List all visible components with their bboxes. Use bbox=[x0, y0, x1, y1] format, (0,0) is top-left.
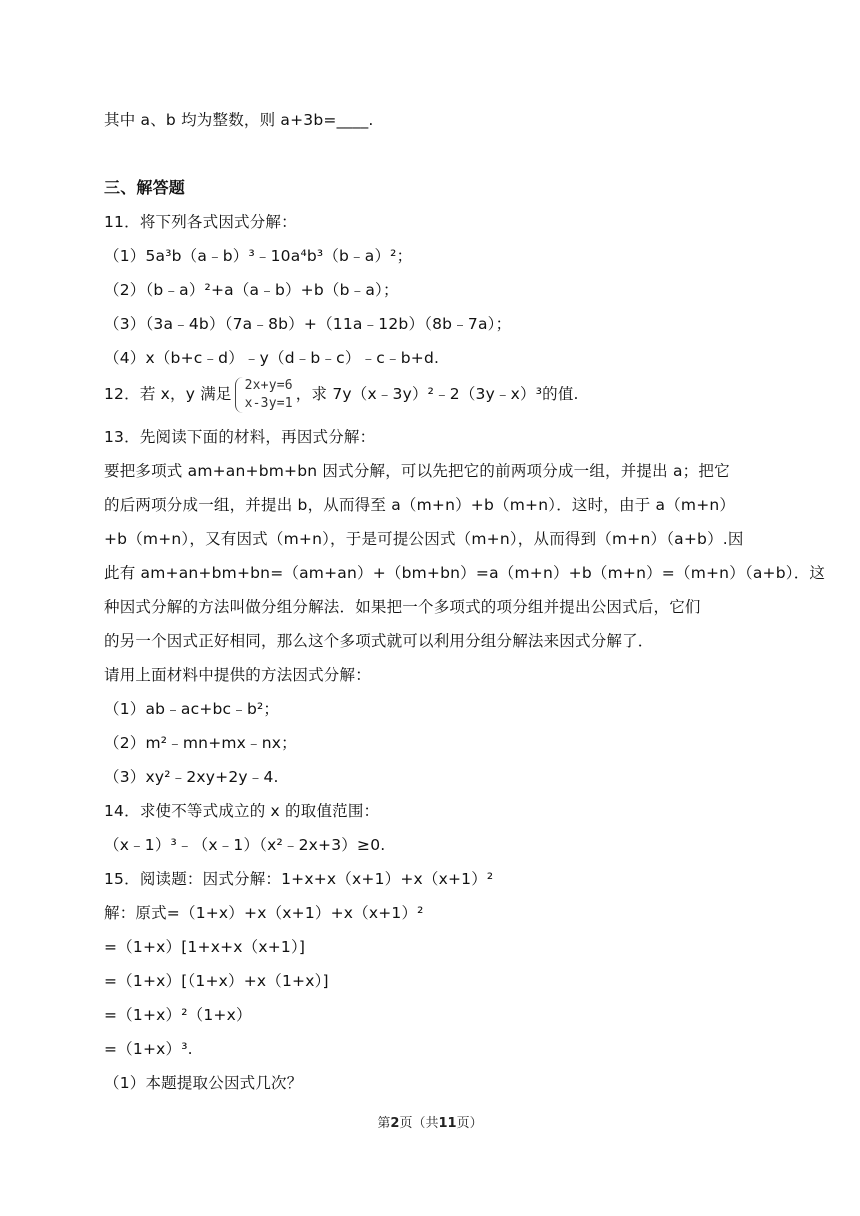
q11-part-1: （1）5a³b（a﹣b）³﹣10a⁴b³（b﹣a）²； bbox=[104, 247, 413, 265]
q15-solution-line: =（1+x）²（1+x） bbox=[104, 1006, 252, 1024]
page-total: 11 bbox=[438, 1116, 457, 1131]
question-15: 15．阅读题：因式分解：1+x+x（x+1）+x（x+1）² bbox=[104, 870, 494, 888]
q14-inequality: （x﹣1）³﹣（x﹣1）（x²﹣2x+3）≥0. bbox=[104, 836, 386, 854]
question-11: 11．将下列各式因式分解： bbox=[104, 213, 297, 231]
q15-part-1: （1）本题提取公因式几次？ bbox=[104, 1074, 303, 1092]
footer-suffix: 页） bbox=[456, 1116, 483, 1131]
q11-part-4: （4）x（b+c﹣d）﹣y（d﹣b﹣c）﹣c﹣b+d. bbox=[104, 349, 440, 367]
q13-material-line: 的另一个因式正好相同，那么这个多项式就可以利用分组分解法来因式分解了． bbox=[104, 632, 654, 650]
q13-material-line: +b（m+n），又有因式（m+n），于是可提公因式（m+n），从而得到（m+n）（a+b）.因 bbox=[104, 530, 744, 548]
q11-part-2: （2）（b﹣a）²+a（a﹣b）+b（b﹣a）； bbox=[104, 281, 399, 299]
q15-solution-line: =（1+x）³. bbox=[104, 1040, 193, 1058]
fill-blank-question-end: 其中 a、b 均为整数，则 a+3b=____. bbox=[104, 111, 374, 129]
q13-part-2: （2）m²﹣mn+mx﹣nx； bbox=[104, 734, 297, 752]
q13-material-line: 此有 am+an+bm+bn=（am+an）+（bm+bn）=a（m+n）+b（m+n）=（m+n）（a+b）．这 bbox=[104, 564, 826, 582]
q12-suffix: ，求 7y（x﹣3y）²﹣2（3y﹣x）³的值. bbox=[295, 385, 579, 403]
q11-part-3: （3）（3a﹣4b）（7a﹣8b）+（11a﹣12b）（8b﹣7a）； bbox=[104, 315, 512, 333]
q13-part-3: （3）xy²﹣2xy+2y﹣4. bbox=[104, 768, 279, 786]
q15-solution-line: 解：原式=（1+x）+x（x+1）+x（x+1）² bbox=[104, 904, 424, 922]
footer-prefix: 第 bbox=[377, 1116, 391, 1131]
q13-material-line: 的后两项分成一组，并提出 b，从而得至 a（m+n）+b（m+n）．这时，由于 a（m+n） bbox=[104, 496, 736, 514]
footer-mid: 页（共 bbox=[399, 1116, 439, 1131]
q12-prefix: 12．若 x，y 满足 bbox=[104, 385, 232, 403]
q13-part-1: （1）ab﹣ac+bc﹣b²； bbox=[104, 700, 280, 718]
brace-icon bbox=[235, 377, 243, 413]
page-number: 2 bbox=[390, 1116, 400, 1131]
section-heading: 三、解答题 bbox=[104, 178, 186, 197]
equation-1: 2x+y=6 bbox=[244, 377, 293, 393]
question-14: 14．求使不等式成立的 x 的取值范围： bbox=[104, 802, 380, 820]
q15-solution-line: =（1+x）[1+x+x（x+1）] bbox=[104, 938, 306, 956]
equation-2: x-3y=1 bbox=[244, 395, 293, 411]
page-footer bbox=[0, 1112, 860, 1131]
q15-solution-line: =（1+x）[（1+x）+x（1+x）] bbox=[104, 972, 329, 990]
q13-material-line: 要把多项式 am+an+bm+bn 因式分解，可以先把它的前两项分成一组，并提出 a；把它 bbox=[104, 462, 730, 480]
q13-material-line: 种因式分解的方法叫做分组分解法．如果把一个多项式的项分组并提出公因式后，它们 bbox=[104, 598, 701, 616]
equation-system bbox=[235, 377, 293, 413]
question-12 bbox=[104, 376, 760, 413]
question-13: 13．先阅读下面的材料，再因式分解： bbox=[104, 428, 376, 446]
q13-instruction: 请用上面材料中提供的方法因式分解： bbox=[104, 666, 371, 684]
